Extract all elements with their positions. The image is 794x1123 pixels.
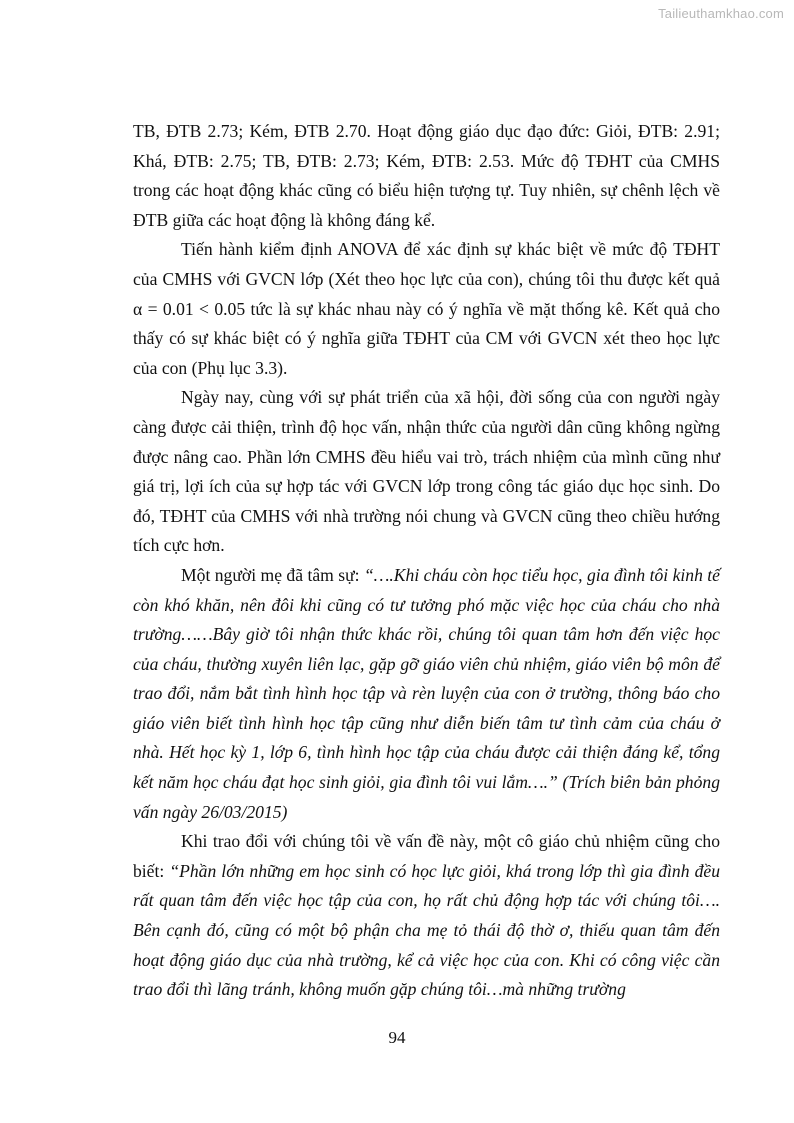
paragraph-lead: Một người mẹ đã tâm sự: (181, 564, 364, 585)
document-body (133, 117, 720, 1005)
interview-quote: “Phần lớn những em học sinh có học lực giỏi, khá trong lớp thì gia đình đều rất quan tâm đến việc học tập của con, họ rất chủ động hợp tác với chúng tôi…. Bên cạnh đó, cũng có một bộ phận cha mẹ tỏ thái độ thờ ơ, thiếu quan tâm đến hoạt động giáo dục của nhà trường, kể cả việc học của con. Khi có công việc cần trao đổi thì lãng tránh, không muốn gặp chúng tôi…mà những trường (133, 860, 720, 1000)
paragraph-context: Ngày nay, cùng với sự phát triển của xã hội, đời sống của con người ngày càng được cải thiện, trình độ học vấn, nhận thức của người dân cũng không ngừng được nâng cao. Phần lớn CMHS đều hiểu vai trò, trách nhiệm của mình cũng như giá trị, lợi ích của sự hợp tác với GVCN lớp trong công tác giáo dục học sinh. Do đó, TĐHT của CMHS với nhà trường nói chung và GVCN cũng theo chiều hướng tích cực hơn. (133, 387, 720, 556)
interview-quote: “….Khi cháu còn học tiểu học, gia đình tôi kinh tế còn khó khăn, nên đôi khi cũng có tư tưởng phó mặc việc học của cháu cho nhà trường……Bây giờ tôi nhận thức khác rồi, chúng tôi quan tâm hơn đến việc học của cháu, thường xuyên liên lạc, gặp gỡ giáo viên chủ nhiệm, giáo viên bộ môn để trao đổi, nắm bắt tình hình học tập và rèn luyện của con ở trường, thông báo cho giáo viên biết tình hình học tập cũng như diễn biến tâm tư tình cảm của cháu ở nhà. Hết học kỳ 1, lớp 6, tình hình học tập của cháu được cải thiện đáng kể, tổng kết năm học cháu đạt học sinh giỏi, gia đình tôi vui lắm….” (Trích biên bản phỏng vấn ngày 26/03/2015) (133, 564, 720, 822)
paragraph-mother-quote (133, 561, 720, 827)
paragraph-teacher-quote (133, 827, 720, 1005)
watermark: Tailieuthamkhao.com (658, 6, 784, 21)
paragraph-anova: Tiến hành kiểm định ANOVA để xác định sự khác biệt về mức độ TĐHT của CMHS với GVCN lớp (Xét theo học lực của con), chúng tôi thu được kết quả α = 0.01 < 0.05 tức là sự khác nhau này có ý nghĩa về mặt thống kê. Kết quả cho thấy có sự khác biệt có ý nghĩa giữa TĐHT của CM với GVCN xét theo học lực của con (Phụ lục 3.3). (133, 239, 720, 378)
paragraph-continuation: TB, ĐTB 2.73; Kém, ĐTB 2.70. Hoạt động giáo dục đạo đức: Giỏi, ĐTB: 2.91; Khá, ĐTB: 2.75; TB, ĐTB: 2.73; Kém, ĐTB: 2.53. Mức độ TĐHT của CMHS trong các hoạt động khác cũng có biểu hiện tượng tự. Tuy nhiên, sự chênh lệch về ĐTB giữa các hoạt động là không đáng kể. (133, 121, 720, 230)
paragraph-lead: Khi trao đổi với chúng tôi về vấn đề này, một cô giáo chủ nhiệm cũng cho biết: (133, 831, 720, 881)
page-number: 94 (388, 1028, 406, 1047)
